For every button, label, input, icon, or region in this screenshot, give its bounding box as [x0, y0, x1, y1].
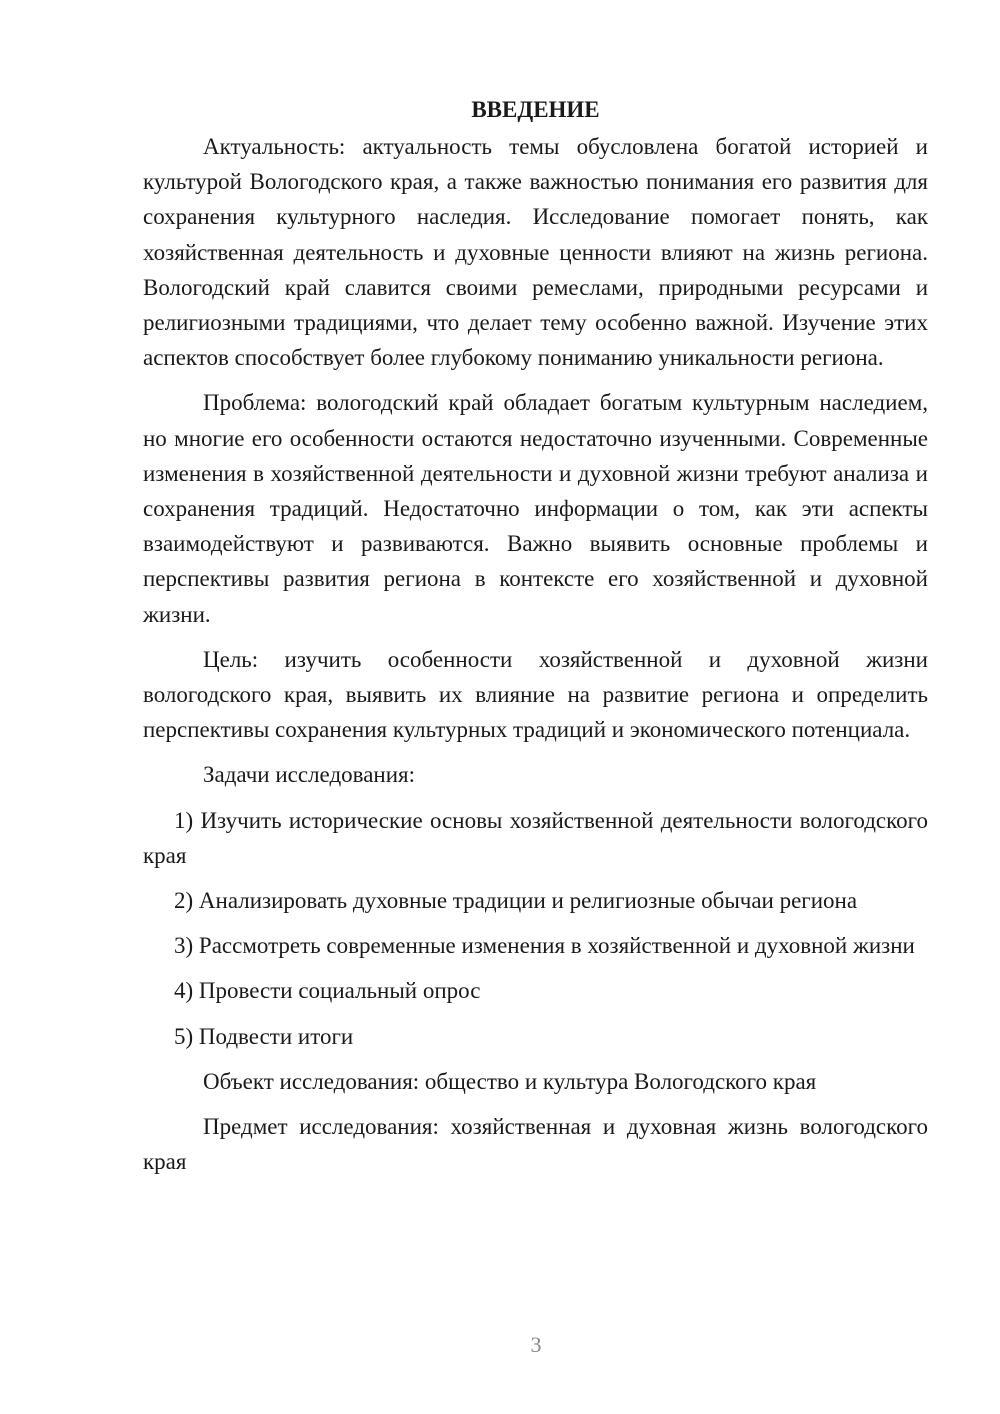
- page-number: 3: [530, 1332, 542, 1357]
- task-item: 5) Подвести итоги: [174, 1023, 354, 1049]
- document-page: [143, 92, 928, 1189]
- goal-paragraph: Цель: изучить особенности хозяйственной и духовной жизни вологодского края, выявить их влияние на развитие региона и определить перспективы сохранения культурных традиций и экономического потенциала.: [143, 646, 928, 743]
- tasks-title: Задачи исследования:: [203, 762, 416, 788]
- task-item: 2) Анализировать духовные традиции и религиозные обычаи региона: [174, 888, 858, 914]
- problem-paragraph: Проблема: вологодский край обладает богатым культурным наследием, но многие его особенности остаются недостаточно изученными. Современные изменения в хозяйственной деятельности и духовной жизни требуют анализа и сохранения традиций. Недостаточно информации о том, как эти аспекты взаимодействуют и развиваются. Важно выявить основные проблемы и перспективы развития региона в контексте его хозяйственной и духовной жизни.: [143, 390, 928, 627]
- task-item: 3) Рассмотреть современные изменения в хозяйственной и духовной жизни: [174, 933, 915, 959]
- relevance-paragraph: Актуальность: актуальность темы обусловлена богатой историей и культурой Вологодского края, а также важностью понимания его развития для сохранения культурного наследия. Исследование помогает понять, как хозяйственная деятельность и духовные ценности влияют на жизнь региона. Вологодский край славится своими ремеслами, природными ресурсами и религиозными традициями, что делает тему особенно важной. Изучение этих аспектов способствует более глубокому пониманию уникальности региона.: [143, 134, 928, 371]
- section-heading: ВВЕДЕНИЕ: [471, 97, 600, 122]
- task-item: 4) Провести социальный опрос: [174, 978, 481, 1004]
- subject-paragraph: Предмет исследования: хозяйственная и духовная жизнь вологодского края: [143, 1114, 928, 1175]
- task-item: 1) Изучить исторические основы хозяйственной деятельности вологодского края: [143, 807, 928, 868]
- object-paragraph: Объект исследования: общество и культура Вологодского края: [203, 1068, 817, 1094]
